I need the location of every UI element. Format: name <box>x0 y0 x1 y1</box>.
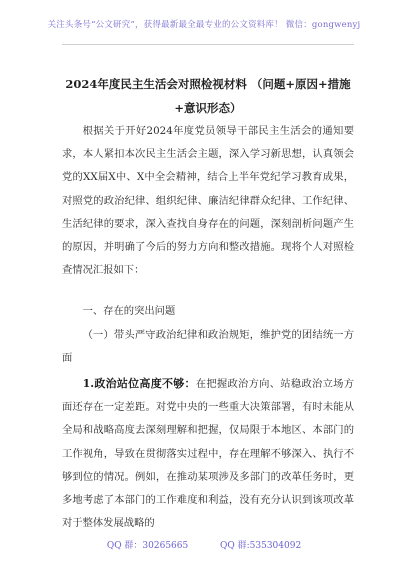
subsection-heading: （一）带头严守政治纪律和政治规矩，维护党的团结统一方面 <box>62 329 354 365</box>
footer-qq-group-1: QQ 群：30265665 <box>106 541 189 551</box>
document-title: 2024年度民主生活会对照检视材料 （问题+原因+措施+意识形态） <box>65 77 351 115</box>
point-paragraph <box>62 372 354 535</box>
footer-qq-group-2: QQ 群:535304092 <box>220 541 302 551</box>
section-heading: 一、存在的突出问题 <box>82 305 176 317</box>
footer <box>0 538 408 551</box>
intro-paragraph: 根据关于开好2024年度党员领导干部民主生活会的通知要求，本人紧扣本次民主生活会主题，深入学习新思想，认真领会党的XX届X中、X中全会精神，结合上半年党纪学习教育成果，对照党的政治纪律、组织纪律、廉洁纪律群众纪律、工作纪律、生活纪律的要求，深入查找自身存在的问题，深刻剖析问题产生的原因，并明确了今后的努力方向和整改措施。现将个人对照检查情况汇报如下： <box>62 125 354 277</box>
point-text: 在把握政治方向、站稳政治立场方面还存在一定差距。对党中央的一些重大决策部署，有时未能从全局和战略高度去深刻理解和把握，仅局限于本地区、本部门的工作视角，导致在贯彻落实过程中，存在理解不够深入、执行不够到位的情况。例如，在推动某项涉及多部门的改革任务时，更多地考虑了本部门的工作难度和利益，没有充分认识到该项改革对于整体发展战略的 <box>62 378 355 530</box>
header-banner: 关注头条号“公文研究”，获得最新最全最专业的公文资料库！ 微信：gongwenyj <box>47 20 361 30</box>
header-divider <box>62 44 354 45</box>
point-lead: 1.政治站位高度不够： <box>82 377 196 390</box>
